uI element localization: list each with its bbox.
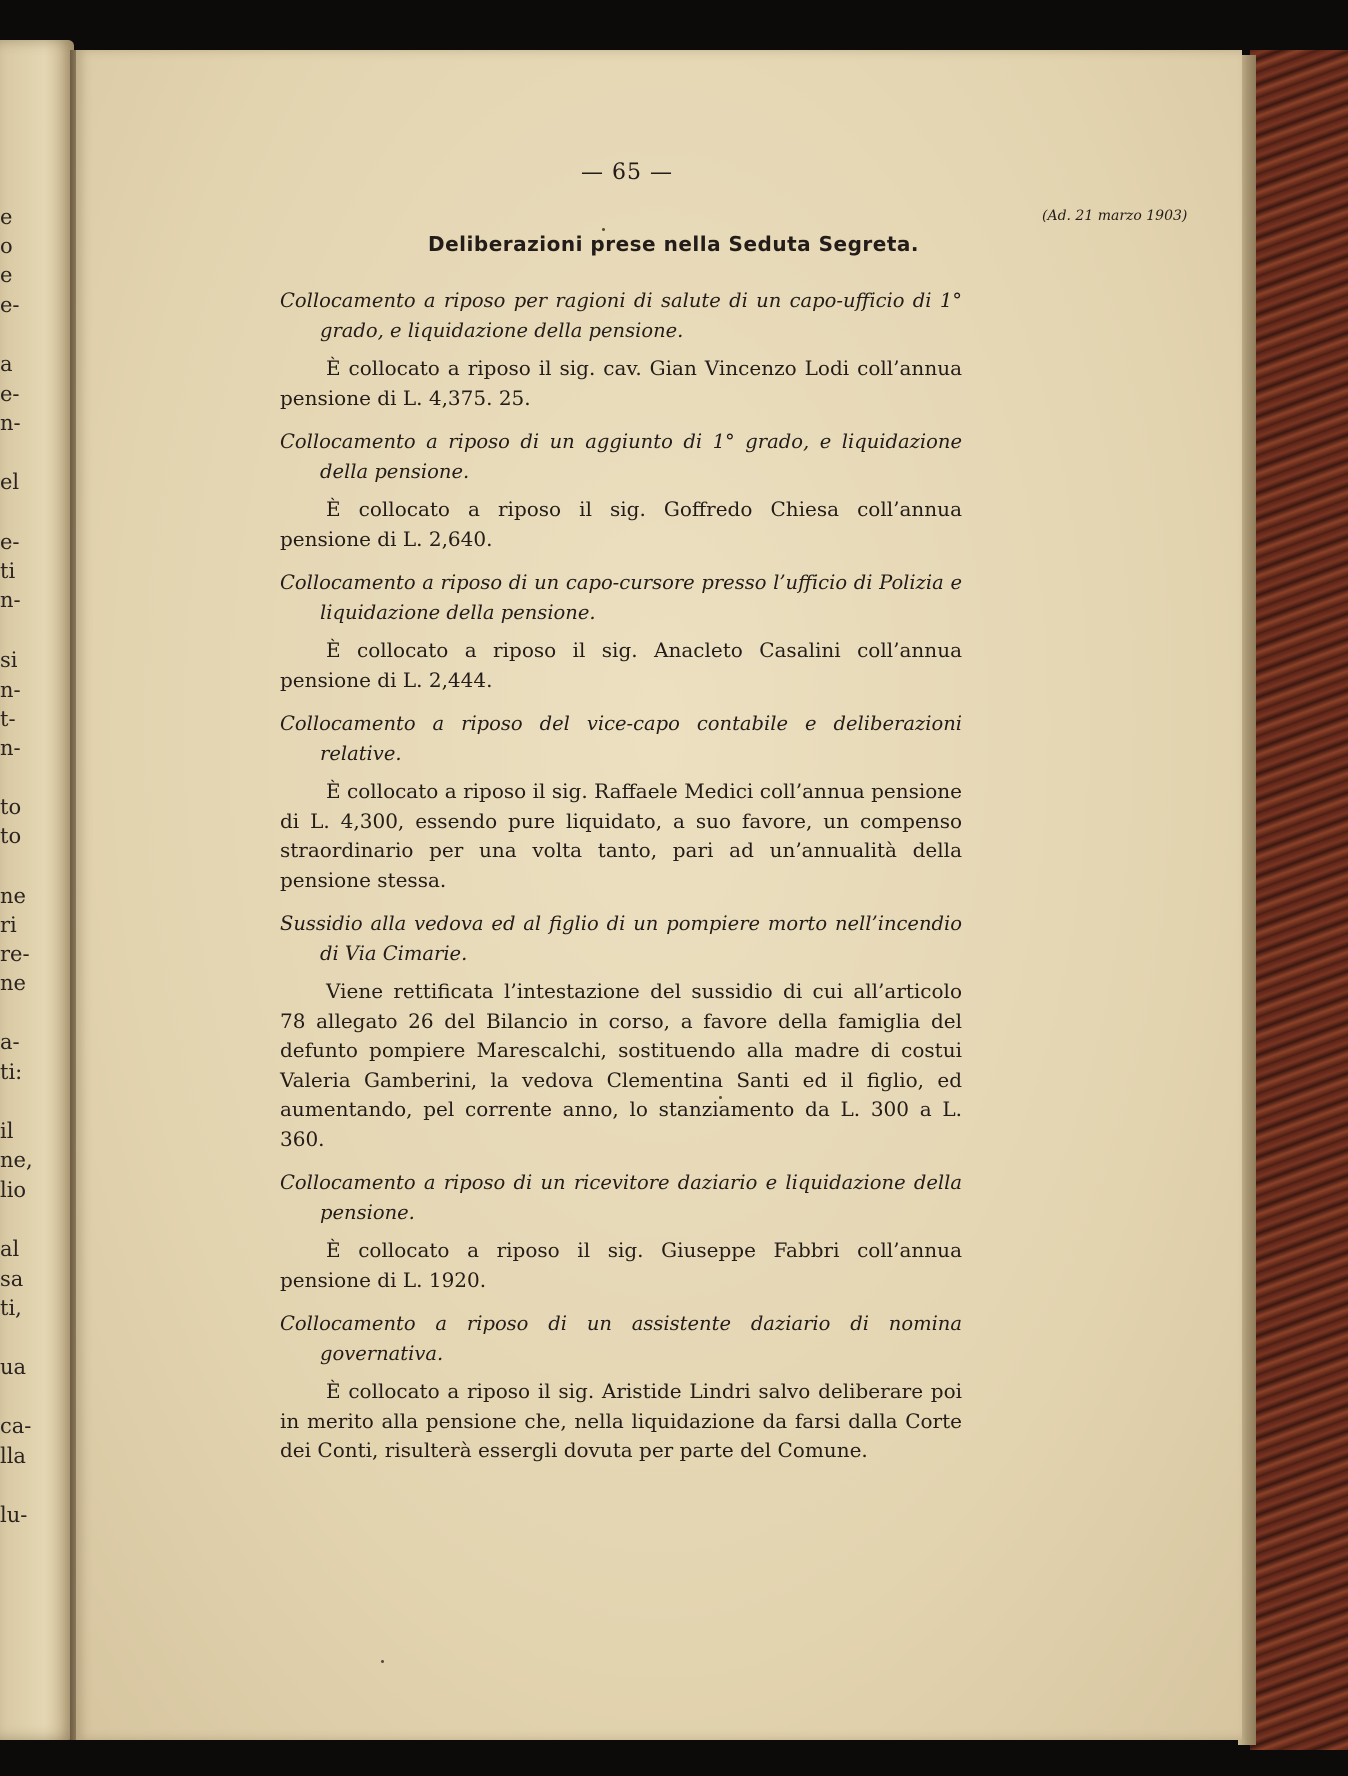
left-fragment: ne,	[0, 1148, 33, 1172]
deliberation-item	[280, 709, 962, 895]
item-title: Collocamento a riposo di un assistente daziario di nomina governativa.	[280, 1312, 962, 1365]
left-fragment: lio	[0, 1178, 27, 1202]
left-fragment: n-	[0, 588, 21, 612]
left-fragment: el	[0, 470, 20, 494]
item-body: È collocato a riposo il sig. Anacleto Casalini coll’annua pensione di L. 2,444.	[280, 638, 962, 692]
left-fragment: sa	[0, 1267, 24, 1291]
left-fragment: lu-	[0, 1503, 28, 1527]
deliberation-item	[280, 1168, 962, 1295]
left-fragment: al	[0, 1237, 20, 1261]
left-page	[0, 40, 74, 1740]
left-fragment: si	[0, 648, 18, 672]
right-page	[76, 50, 1242, 1740]
session-date: (Ad. 21 marzo 1903)	[1042, 208, 1188, 224]
left-fragment: e	[0, 263, 13, 287]
item-body: È collocato a riposo il sig. Giuseppe Fabbri coll’annua pensione di L. 1920.	[280, 1238, 962, 1292]
left-fragment: ti,	[0, 1296, 22, 1320]
section-title: Deliberazioni prese nella Seduta Segreta.	[428, 232, 919, 256]
deliberation-item	[280, 286, 962, 413]
left-fragment: t-	[0, 707, 16, 731]
left-fragment: o	[0, 234, 13, 258]
item-title: Collocamento a riposo di un capo-cursore presso l’ufficio di Polizia e liquidazione della pensione.	[280, 571, 962, 624]
left-fragment: ri	[0, 913, 17, 937]
item-title: Collocamento a riposo di un aggiunto di 1° grado, e liquidazione della pensione.	[280, 430, 962, 483]
item-title: Collocamento a riposo di un ricevitore daziario e liquidazione della pensione.	[280, 1171, 962, 1224]
left-fragment: ca-	[0, 1414, 32, 1438]
left-fragment: a-	[0, 1030, 20, 1054]
item-body: Viene rettificata l’intestazione del sussidio di cui all’articolo 78 allegato 26 del Bilancio in corso, a favore della famiglia del defunto pompiere Marescalchi, sostituendo alla madre di costui Valeria Gamberini, la vedova Clementina Santi ed il figlio, ed aumentando, pel corrente anno, lo stanziamento da L. 300 a L. 360.	[280, 979, 962, 1151]
item-title: Sussidio alla vedova ed al figlio di un pompiere morto nell’incendio di Via Cimarie.	[280, 912, 962, 965]
deliberation-item	[280, 909, 962, 1154]
deliberations-list	[280, 286, 962, 1480]
deliberation-item	[280, 568, 962, 695]
book-cover-edge	[1250, 50, 1348, 1750]
left-fragment: n-	[0, 411, 21, 435]
left-fragment: n-	[0, 678, 21, 702]
left-fragment: ua	[0, 1355, 27, 1379]
item-body: È collocato a riposo il sig. Aristide Lindri salvo deliberare poi in merito alla pensione che, nella liquidazione da farsi dalla Corte dei Conti, risulterà essergli dovuta per parte del Comune.	[280, 1379, 962, 1462]
item-title: Collocamento a riposo del vice-capo contabile e deliberazioni relative.	[280, 712, 962, 765]
ink-speck	[602, 228, 605, 231]
left-fragment: e-	[0, 382, 20, 406]
left-fragment: il	[0, 1119, 14, 1143]
left-fragment: ne	[0, 971, 26, 995]
item-title: Collocamento a riposo per ragioni di salute di un capo-ufficio di 1° grado, e liquidazione della pensione.	[280, 289, 962, 342]
left-fragment: ti:	[0, 1060, 23, 1084]
left-fragment: e-	[0, 293, 20, 317]
item-body: È collocato a riposo il sig. Raffaele Medici coll’annua pensione di L. 4,300, essendo pure liquidato, a suo favore, un compenso straordinario per una volta tanto, pari ad un’annualità della pensione stessa.	[280, 779, 962, 892]
left-fragment: ti	[0, 559, 16, 583]
left-fragment: e-	[0, 530, 20, 554]
item-body: È collocato a riposo il sig. Goffredo Chiesa coll’annua pensione di L. 2,640.	[280, 497, 962, 551]
left-fragment: ne	[0, 884, 26, 908]
left-fragment: re-	[0, 942, 30, 966]
left-fragment: n-	[0, 736, 21, 760]
deliberation-item	[280, 1309, 962, 1466]
left-fragment: to	[0, 824, 22, 848]
left-fragment: to	[0, 795, 22, 819]
page-number: — 65 —	[581, 160, 673, 185]
deliberation-item	[280, 427, 962, 554]
item-body: È collocato a riposo il sig. cav. Gian Vincenzo Lodi coll’annua pensione di L. 4,375. 25.	[280, 356, 962, 410]
left-fragment: e	[0, 205, 13, 229]
left-fragment: lla	[0, 1444, 26, 1468]
ink-speck	[381, 1660, 384, 1663]
left-fragment: a	[0, 352, 13, 376]
